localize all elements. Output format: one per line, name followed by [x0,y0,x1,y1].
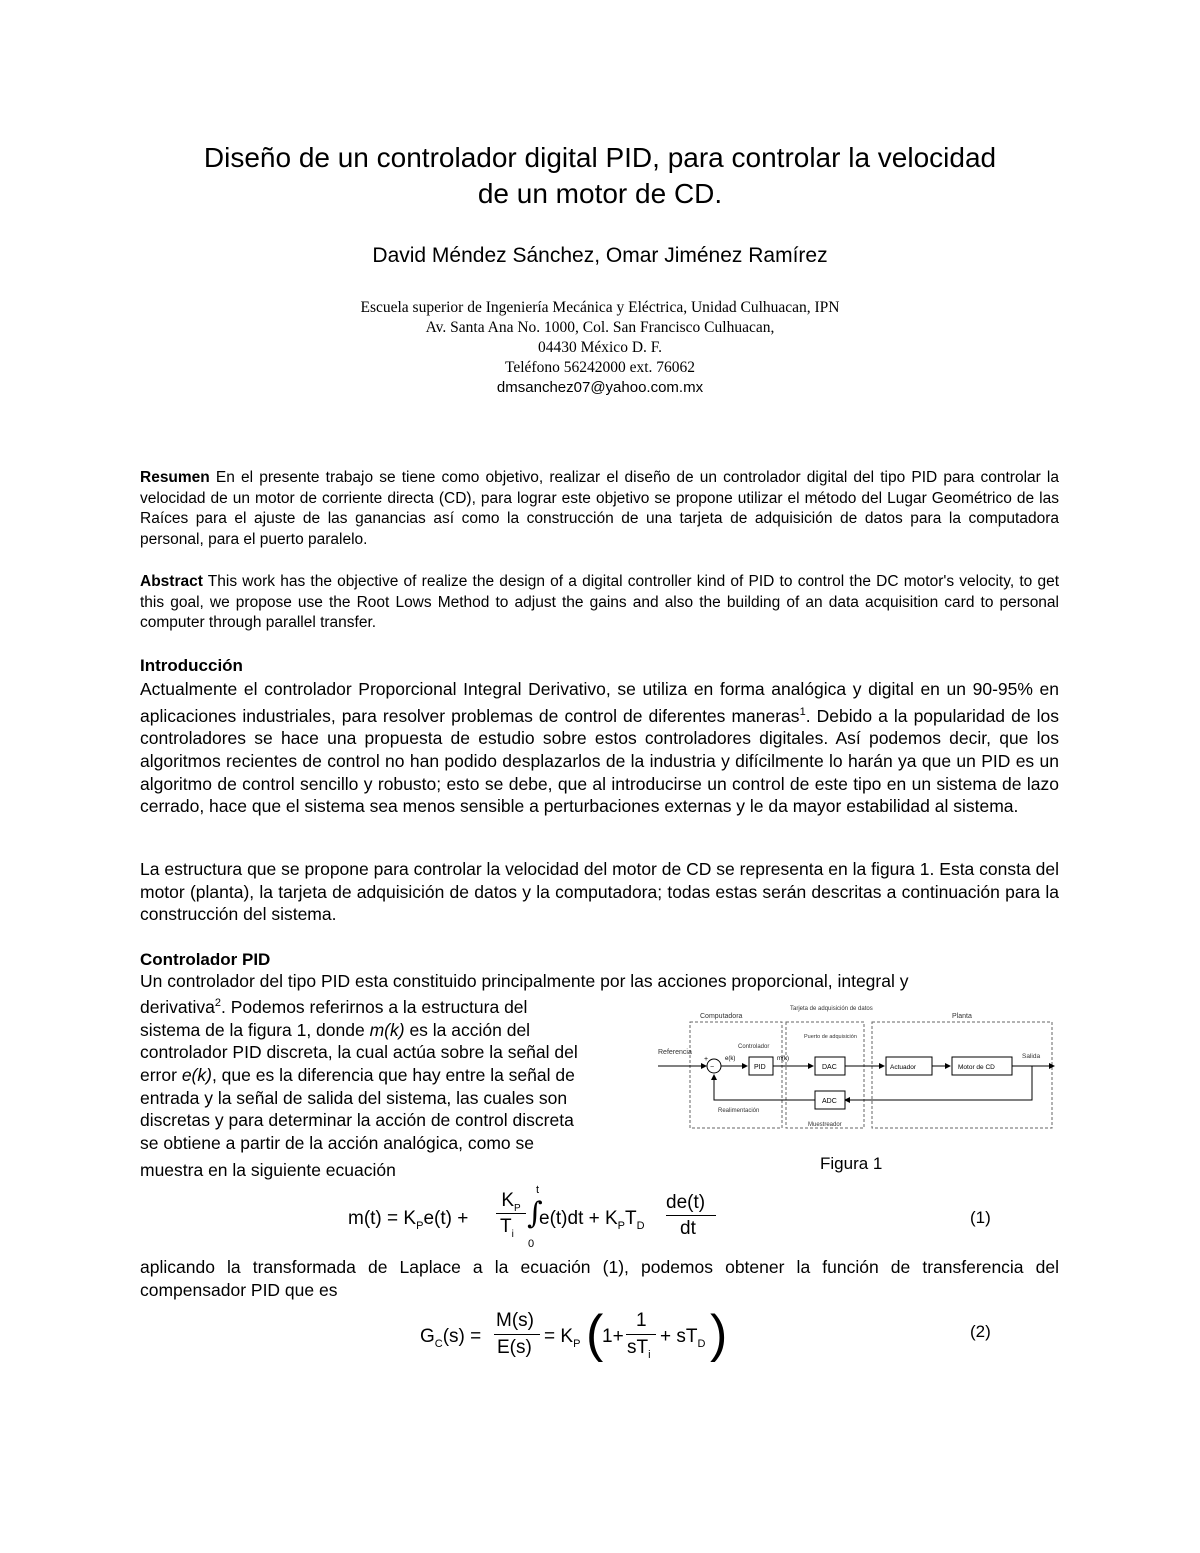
salida-label: Salida [1022,1053,1041,1060]
pid-wrapped-paragraph [140,992,635,1181]
eq2-gc-sub: C [434,1337,443,1350]
eq2-right-paren: ) [710,1305,728,1363]
computadora-label: Computadora [700,1013,743,1020]
footnote-ref-2: 2 [214,997,222,1009]
authors: David Méndez Sánchez, Omar Jiménez Ramírez [372,244,828,267]
eq2-fden-text: sT [627,1337,649,1358]
eq1-td-sub: D [636,1219,645,1232]
pid-line-2 [140,992,635,1019]
actuador-label: Actuador [890,1064,917,1071]
equation-1 [348,1184,728,1250]
eq1-dnum: de(t) [666,1192,706,1213]
affiliation [100,298,1100,398]
pid-l5-em: e(k) [181,1064,212,1085]
adc-block-label: ADC [822,1098,837,1105]
tarjeta-label: Tarjeta de adquisición de datos [790,1006,873,1012]
pid-l3-em: m(k) [369,1019,405,1040]
eq2-fnum: 1 [636,1310,647,1331]
sum-plus-sign: + [704,1056,709,1063]
eq2-td-sub: D [697,1337,706,1350]
referencia-label: Referencia [658,1049,692,1056]
eq1-kp-sub: P [416,1219,424,1232]
mk-label: m(k) [777,1056,789,1062]
eq2-s: (s) = [442,1326,482,1347]
eq1-frac-num [498,1190,524,1214]
pid-line-9: muestra en la siguiente ecuación [140,1159,396,1180]
abstract-paragraph [140,572,1059,634]
eq2-std [660,1326,705,1350]
eq1-num: K [501,1190,514,1211]
eq2-ti-sub: i [648,1348,651,1361]
eq1-t: T [625,1208,637,1229]
eq1-upper: t [536,1184,540,1196]
sum-minus-sign: − [710,1064,715,1071]
abstract-text: This work has the objective of realize the design of a digital controller kind of PID to control the DC motor's velocity, to get this goal, we propose use the Root Lows Method to adjust the gains and also the building of an data acquisition card to personal computer through parallel transfer. [140,573,1059,631]
pid-after-eq1: aplicando la transformada de Laplace a la ecuación (1), podemos obtener la función de transferencia del compensador PID que es [140,1257,1059,1300]
figure-1-block-diagram [652,1000,1058,1150]
intro-p1-text-a: Actualmente el controlador Proporcional Integral Derivativo, se utiliza en forma analógica y digital en un 90-95% en aplicaciones industriales, para resolver problemas de control de diferentes maneras [140,679,1059,726]
resumen-label: Resumen [140,469,210,486]
ek-label: e(k) [725,1056,736,1062]
pid-line-8: se obtiene a partir de la acción analógica, como se [140,1133,534,1154]
affiliation-line-4: Teléfono 56242000 ext. 76062 [504,359,696,376]
controlador-label: Controlador [738,1044,770,1050]
eq1-lhs [348,1208,468,1232]
footnote-ref-1: 1 [799,705,806,718]
eq1-integrand-text: e(t)dt + K [539,1208,618,1229]
eq1-integrand [539,1208,645,1232]
eq2-g: G [420,1326,435,1347]
abstract-label: Abstract [140,573,203,590]
pid-line-3 [140,1019,635,1042]
eq2-ffrac-bar [626,1334,656,1335]
realimentacion-label: Realimentación [718,1108,760,1114]
eq2-fden [627,1337,651,1361]
pid-line-7: discretas y para determinar la acción de control discreta [140,1110,574,1131]
eq1-e: e(t) + [423,1208,469,1229]
pid-line-6: entrada y la señal de salida del sistema, las cuales son [140,1087,568,1108]
intro-p1-text-b: . Debido a la popularidad de los controladores se hace una propuesta de estudio sobre estos controladores digitales. Así podemos decir, que los algoritmos recientes de control no han podido desplazarlos de la industria y difícilmente lo harán ya que un PID es un algoritmo de control sencillo y robusto; esto se debe, que al introducirse un control de este tipo en un sistema de lazo cerrado, hace que el sistema sea menos sensible a perturbaciones externas y le da mayor estabilidad al sistema. [140,705,1059,817]
dac-block-label: DAC [822,1064,837,1071]
eq1-lower: 0 [528,1238,535,1250]
motor-label: Motor de CD [958,1064,995,1071]
pid-l5-a: error [140,1064,182,1085]
integral-sign: ∫ [527,1196,543,1231]
equation-2 [420,1306,740,1368]
pid-l3-a: sistema de la figura 1, donde [140,1019,370,1040]
eq2-num: M(s) [496,1310,534,1331]
email: dmsanchez07@yahoo.com.mx [496,379,704,396]
eq1-frac-den [500,1216,514,1240]
eq1-num-sub: P [514,1202,521,1214]
eq2-plus: + sT [660,1326,698,1347]
pid-l2-a: derivativa [140,996,215,1017]
eq1-dfrac-bar [666,1215,716,1216]
affiliation-line-3: 04430 México D. F. [537,339,663,356]
resumen-paragraph [140,468,1059,550]
eq1-den: T [500,1216,512,1237]
eq1-den-sub: i [511,1228,514,1240]
figure-1-caption: Figura 1 [820,1154,883,1173]
pid-l5-b: , que es la diferencia que hay entre la señal de [211,1064,575,1085]
eq1-lhs-text: m(t) = K [348,1208,417,1229]
equation-1-number: (1) [970,1208,991,1227]
eq1-dden: dt [680,1218,696,1239]
title-line-2: de un motor de CD. [477,178,723,209]
puerto-label: Puerto de adquisición [804,1034,857,1040]
equation-2-number: (2) [970,1322,991,1341]
pid-line-1: Un controlador del tipo PID esta constituido principalmente por las acciones proporcional, integral y [140,971,909,991]
eq2-kp [544,1326,580,1350]
eq2-frac-bar [494,1334,540,1335]
resumen-text: En el presente trabajo se tiene como objetivo, realizar el diseño de un controlador digital del tipo PID para controlar la velocidad de un motor de corriente directa (CD), para lograr este objetivo se propone utilizar el método del Lugar Geométrico de las Raíces para el ajuste de las ganancias así como la construcción de una tarjeta de adquisición de datos para la computadora personal, para el puerto paralelo. [140,469,1059,548]
pid-block-label: PID [754,1064,766,1071]
pid-l2-b: . Podemos referirnos a la estructura del [221,996,528,1017]
intro-paragraph-2: La estructura que se propone para controlar la velocidad del motor de CD se representa en la figura 1. Esta consta del motor (planta), la tarjeta de adquisición de datos y la computadora; todas estas serán descritas a continuación para la construcción del sistema. [140,859,1059,925]
title-line-1: Diseño de un controlador digital PID, para controlar la velocidad [203,142,997,173]
pid-line-5 [140,1064,635,1087]
eq2-den: E(s) [497,1337,532,1358]
pid-l3-b: es la acción del [404,1019,531,1040]
planta-label: Planta [952,1013,972,1020]
eq2-lhs [420,1326,481,1350]
affiliation-line-2: Av. Santa Ana No. 1000, Col. San Francisco Culhuacan, [425,319,775,336]
eq1-kp2-sub: P [617,1219,626,1232]
muestreador-label: Muestreador [808,1122,842,1128]
eq2-left-paren: ( [586,1305,604,1363]
eq2-kp-sub: P [573,1337,581,1350]
intro-paragraph-1 [140,678,1059,818]
paper-title [100,140,1100,212]
eq2-eq: = K [544,1326,574,1347]
intro-heading: Introducción [140,656,243,675]
pid-line-4: controlador PID discreta, la cual actúa sobre la señal del [140,1042,578,1063]
affiliation-line-1: Escuela superior de Ingeniería Mecánica y Eléctrica, Unidad Culhuacan, IPN [360,299,840,316]
eq1-frac-bar [496,1213,526,1214]
pid-heading: Controlador PID [140,950,271,969]
eq2-one: 1+ [602,1326,624,1347]
